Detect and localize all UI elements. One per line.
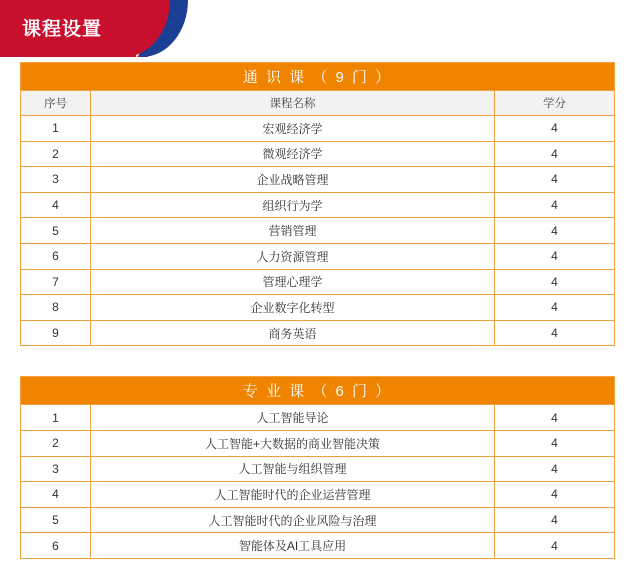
cell-course-name: 人工智能+大数据的商业智能决策 (91, 430, 495, 456)
cell-credit: 4 (494, 243, 614, 269)
cell-credit: 4 (494, 482, 614, 508)
cell-course-name: 人工智能时代的企业风险与治理 (91, 507, 495, 533)
table-row (21, 116, 615, 142)
major-courses-title: 专 业 课 （ 6 门 ） (21, 377, 615, 405)
cell-no: 9 (21, 320, 91, 346)
table-row (21, 405, 615, 431)
section-major-courses (20, 376, 615, 559)
cell-no: 5 (21, 507, 91, 533)
table-row (21, 192, 615, 218)
table-row (21, 218, 615, 244)
cell-course-name: 管理心理学 (91, 269, 495, 295)
cell-no: 1 (21, 116, 91, 142)
cell-course-name: 组织行为学 (91, 192, 495, 218)
cell-credit: 4 (494, 456, 614, 482)
table-row (21, 295, 615, 321)
cell-course-name: 智能体及AI工具应用 (91, 533, 495, 559)
table-row (21, 141, 615, 167)
table-header-row (21, 91, 615, 116)
table-row (21, 167, 615, 193)
cell-credit: 4 (494, 192, 614, 218)
page-header (0, 0, 635, 62)
cell-course-name: 人工智能时代的企业运营管理 (91, 482, 495, 508)
cell-course-name: 人工智能与组织管理 (91, 456, 495, 482)
cell-course-name: 人工智能导论 (91, 405, 495, 431)
cell-credit: 4 (494, 430, 614, 456)
cell-credit: 4 (494, 167, 614, 193)
cell-no: 2 (21, 141, 91, 167)
table-row (21, 482, 615, 508)
cell-no: 3 (21, 167, 91, 193)
column-header-no: 序号 (21, 91, 91, 116)
cell-credit: 4 (494, 269, 614, 295)
column-header-credit: 学分 (494, 91, 614, 116)
table-title-row (21, 377, 615, 405)
cell-course-name: 商务英语 (91, 320, 495, 346)
cell-no: 5 (21, 218, 91, 244)
cell-credit: 4 (494, 295, 614, 321)
cell-no: 6 (21, 243, 91, 269)
table-row (21, 320, 615, 346)
cell-no: 1 (21, 405, 91, 431)
cell-credit: 4 (494, 141, 614, 167)
major-courses-table (20, 376, 615, 559)
section-general-courses (20, 62, 615, 346)
column-header-name: 课程名称 (91, 91, 495, 116)
cell-credit: 4 (494, 507, 614, 533)
cell-course-name: 营销管理 (91, 218, 495, 244)
table-title-row (21, 63, 615, 91)
cell-credit: 4 (494, 533, 614, 559)
table-row (21, 456, 615, 482)
cell-no: 2 (21, 430, 91, 456)
cell-course-name: 企业战略管理 (91, 167, 495, 193)
cell-credit: 4 (494, 405, 614, 431)
cell-credit: 4 (494, 218, 614, 244)
general-courses-title: 通 识 课 （ 9 门 ） (21, 63, 615, 91)
cell-no: 6 (21, 533, 91, 559)
cell-course-name: 微观经济学 (91, 141, 495, 167)
cell-no: 8 (21, 295, 91, 321)
page-title: 课程设置 (22, 19, 103, 40)
cell-course-name: 宏观经济学 (91, 116, 495, 142)
table-row (21, 269, 615, 295)
cell-credit: 4 (494, 116, 614, 142)
cell-no: 7 (21, 269, 91, 295)
general-courses-table (20, 62, 615, 346)
cell-course-name: 企业数字化转型 (91, 295, 495, 321)
cell-course-name: 人力资源管理 (91, 243, 495, 269)
table-row (21, 507, 615, 533)
cell-credit: 4 (494, 320, 614, 346)
table-row (21, 533, 615, 559)
cell-no: 4 (21, 192, 91, 218)
cell-no: 3 (21, 456, 91, 482)
table-row (21, 430, 615, 456)
cell-no: 4 (21, 482, 91, 508)
table-row (21, 243, 615, 269)
